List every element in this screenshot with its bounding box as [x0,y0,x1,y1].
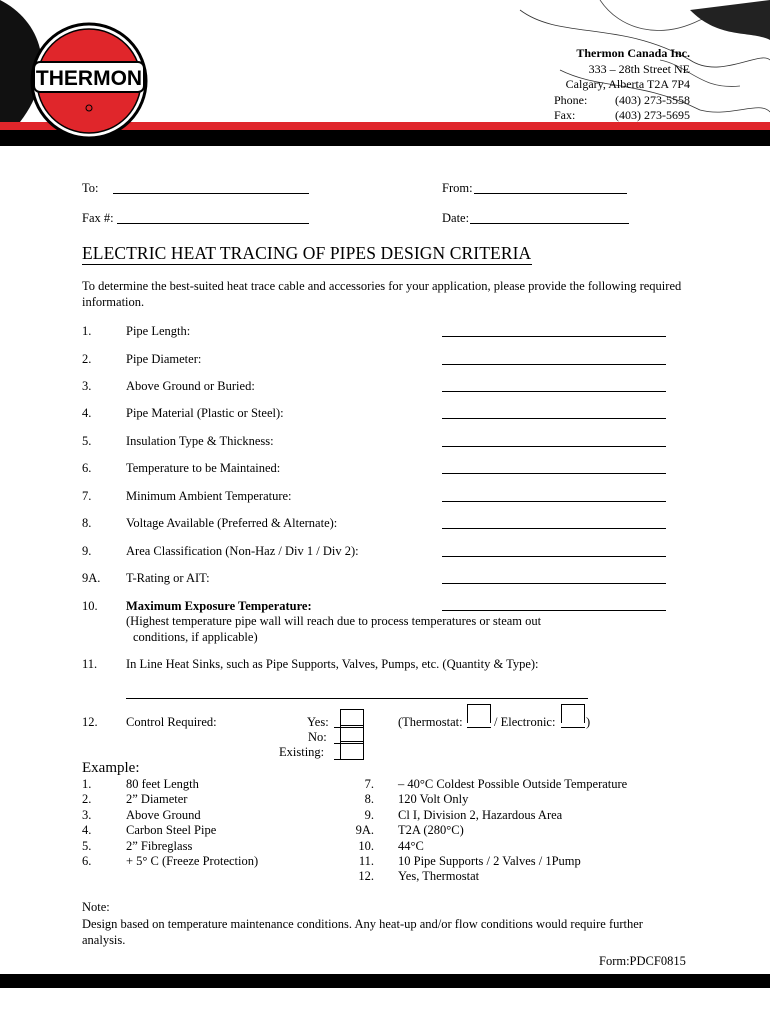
letterhead [0,0,770,146]
example-num: 2. [82,792,92,807]
intro-text: To determine the best-suited heat trace cable and accessories for your application, please provide the following required information. [82,279,682,309]
fax-label: Fax: [554,108,576,122]
question-number: 10. [82,599,98,613]
answer-field[interactable] [442,418,666,419]
phone-number: (403) 273-5558 [615,92,690,107]
thermon-logo [30,22,148,140]
electronic-underline [561,727,585,728]
question-label: Maximum Exposure Temperature: [126,599,312,613]
question-label: Pipe Length: [126,324,191,338]
question-number: 6. [82,461,92,475]
question-number: 9. [82,544,92,558]
no-label: No: [308,730,327,744]
question-label: In Line Heat Sinks, such as Pipe Supports, Valves, Pumps, etc. (Quantity & Type): [126,657,539,671]
note-text: Design based on temperature maintenance conditions. Any heat-up and/or flow conditions would require further analysis. [82,917,643,947]
example-left-values [126,777,258,869]
example-heading: Example: [82,760,140,776]
question-label: Pipe Material (Plastic or Steel): [126,406,284,420]
question-number: 5. [82,434,92,448]
example-value: T2A (280°C) [398,823,464,838]
note-label: Note: [82,900,110,914]
example-num: 11. [358,854,374,869]
example-left-numbers [82,777,91,869]
answer-field[interactable] [442,501,666,502]
question-note: (Highest temperature pipe wall will reach due to process temperatures or steam out [126,614,542,628]
question-label: Control Required: [126,715,217,729]
title-underline [82,264,532,265]
company-address2: Calgary, Alberta T2A 7P4 [565,77,690,91]
example-num: 3. [82,807,92,822]
question-number: 1. [82,324,92,338]
svg-text:THERMON: THERMON [35,67,143,90]
question-label: T-Rating or AIT: [126,571,210,585]
answer-field[interactable] [442,446,666,447]
to-label: To: [82,181,99,195]
example-value: + 5° C (Freeze Protection) [126,854,259,869]
example-num: 4. [82,823,92,838]
example-value: – 40°C Coldest Possible Outside Temperature [398,777,628,791]
date-label: Date: [442,211,470,225]
example-right-values [398,777,627,885]
answer-field[interactable] [442,556,666,557]
from-label: From: [442,181,473,195]
question-number: 8. [82,516,92,530]
company-address-block [540,46,690,124]
question-label: Pipe Diameter: [126,352,202,366]
thermostat-underline [467,727,491,728]
question-number: 9A. [82,571,101,585]
form-id: Form:PDCF0815 [599,954,686,968]
example-num: 9A. [355,823,374,838]
fax-field[interactable] [117,223,309,224]
example-num: 9. [364,807,374,822]
question-label: Minimum Ambient Temperature: [126,489,292,503]
close-paren: ) [586,715,591,729]
question-label: Voltage Available (Preferred & Alternate): [126,516,338,530]
thermostat-checkbox[interactable] [467,704,491,723]
answer-field[interactable] [442,583,666,584]
answer-field[interactable] [126,698,588,699]
example-value: 2” Fibreglass [126,838,193,853]
existing-underline [334,759,364,760]
example-num: 5. [82,838,92,853]
example-value: 10 Pipe Supports / 2 Valves / 1Pump [398,854,581,869]
example-value: Above Ground [126,807,201,822]
example-value: Cl I, Division 2, Hazardous Area [398,807,563,822]
question-label: Area Classification (Non-Haz / Div 1 / Div 2): [126,544,359,558]
existing-checkbox[interactable] [340,741,364,760]
question-number: 4. [82,406,92,420]
example-value: 2” Diameter [126,792,188,807]
example-num: 6. [82,854,92,869]
answer-field[interactable] [442,473,666,474]
question-label: Insulation Type & Thickness: [126,434,274,448]
question-number: 7. [82,489,92,503]
example-num: 8. [364,792,374,807]
fax-number-label: Fax #: [82,211,114,225]
company-name: Thermon Canada Inc. [576,46,690,60]
answer-field[interactable] [442,391,666,392]
electronic-checkbox[interactable] [561,704,585,723]
answer-field[interactable] [442,336,666,337]
thermostat-label: (Thermostat: [398,715,463,729]
example-right-numbers [340,777,374,885]
question-number: 12. [82,715,98,729]
page-title: ELECTRIC HEAT TRACING OF PIPES DESIGN CRITERIA [82,243,532,263]
question-label: Above Ground or Buried: [126,379,255,393]
from-field[interactable] [474,193,627,194]
question-number: 11. [82,657,98,671]
example-value: 120 Volt Only [398,792,469,807]
question-number: 2. [82,352,92,366]
answer-field[interactable] [442,364,666,365]
existing-label: Existing: [279,745,325,759]
company-address1: 333 – 28th Street NE [588,61,690,76]
yes-label: Yes: [307,715,329,729]
example-value: 44°C [398,838,424,853]
fax-number: (403) 273-5695 [615,108,690,122]
example-num: 1. [82,777,92,791]
example-num: 10. [358,838,374,853]
footer-black-band [0,974,770,988]
question-number: 3. [82,379,92,393]
answer-field[interactable] [442,610,666,611]
question-note: conditions, if applicable) [133,630,258,644]
example-value: 80 feet Length [126,777,199,791]
question-label: Temperature to be Maintained: [126,461,281,475]
example-value: Carbon Steel Pipe [126,823,217,838]
example-value: Yes, Thermostat [398,869,480,884]
to-field[interactable] [113,193,309,194]
date-field[interactable] [470,223,629,224]
electronic-label: / Electronic: [494,715,556,729]
example-num: 7. [364,777,374,791]
answer-field[interactable] [442,528,666,529]
example-num: 12. [358,869,374,884]
phone-label: Phone: [554,92,588,107]
